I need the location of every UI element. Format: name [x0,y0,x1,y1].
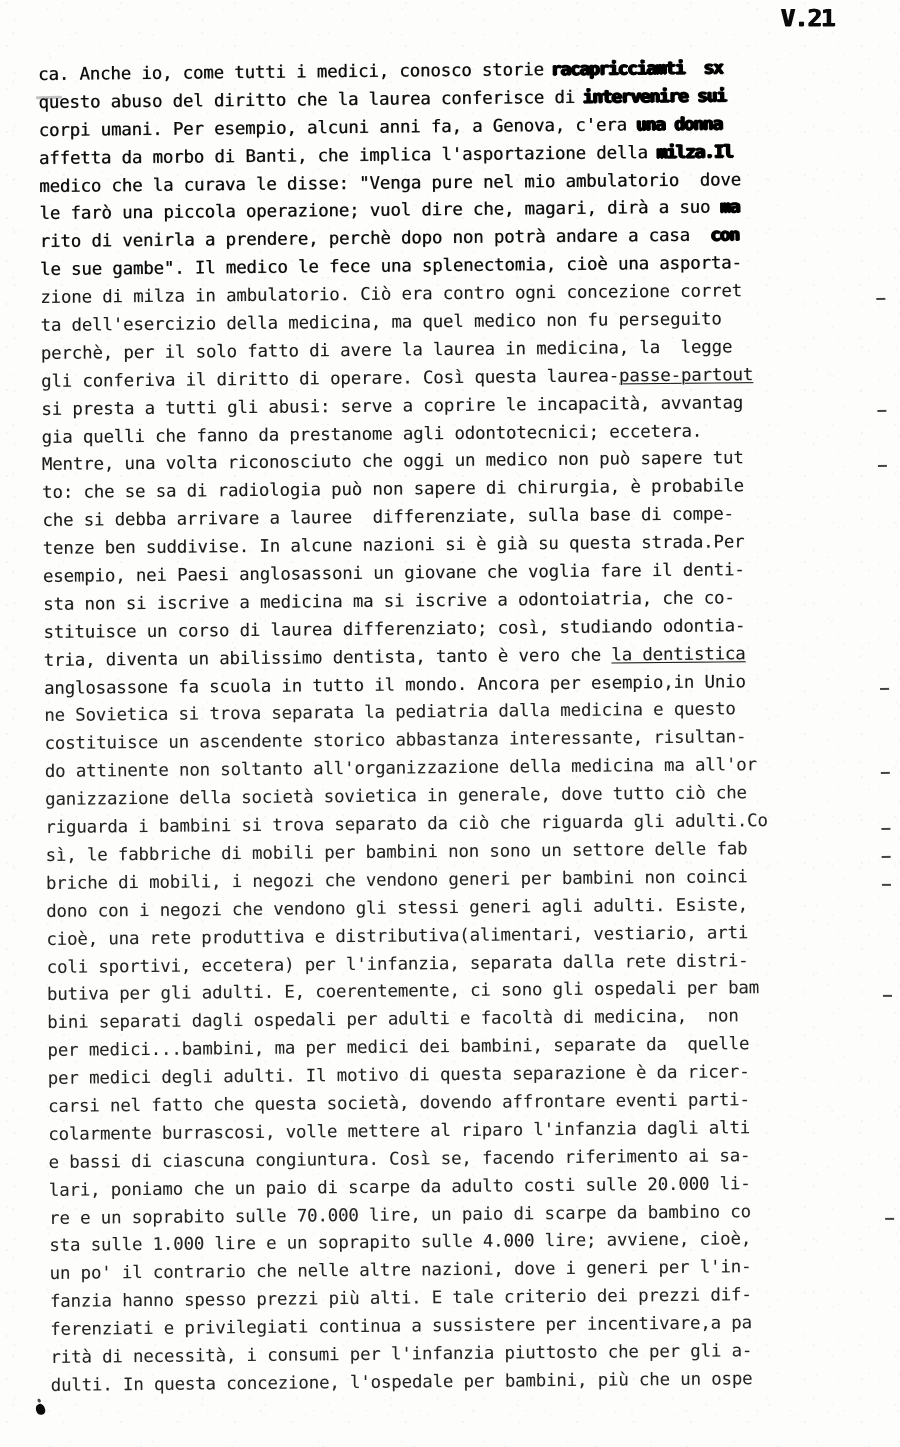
line-text: costituisce un ascendente storico abbastanza interessante, risultan- [44,727,747,755]
over-inked-text: con [709,225,739,246]
over-inked-text: intervenire sui [582,86,726,108]
margin-tick-mark [882,884,891,886]
line-text: le farò una piccola operazione; vuol dire che, magari, dirà a suo [39,197,721,225]
line-text: ne Sovietica si trova separata la pediatria dalla medicina e questo [44,699,736,727]
over-inked-text: una donna [635,114,722,136]
line-text: do attinente non soltanto all'organizzazione della medicina ma all'or [44,755,757,783]
margin-tick-mark [882,856,891,858]
line-text: zione di milza in ambulatorio. Ciò era contro ogni concezione corret [40,281,743,309]
line-text: e bassi di ciascuna congiuntura. Così se, facendo riferimento ai sa- [48,1145,751,1173]
margin-tick-mark [878,465,887,467]
line-text: per medici degli adulti. Il motivo di questa separazione è da ricer- [47,1062,750,1090]
line-text: rito di venirla a prendere, perchè dopo non potrà andare a casa [39,225,711,253]
margin-tick-mark [881,772,890,774]
margin-tick-mark [876,298,885,300]
over-inked-text: racapricciamti sx [550,58,723,81]
line-text: rità di necessità, i consumi per l'infanzia piuttosto che per gli a- [50,1341,753,1368]
line-text: Mentre, una volta riconosciuto che oggi un medico non può sapere tut [41,448,744,476]
line-text: affetta da morbo di Banti, che implica l'asportazione della [38,142,659,169]
line-text: cioè, una rete produttiva e distributiva(alimentari, vestiario, arti [46,922,749,950]
ink-blot [34,1403,47,1417]
margin-tick-mark [880,688,889,690]
over-inked-text: milza.Il [656,142,734,163]
line-text: sì, le fabbriche di mobili per bambini non sono un settore delle fab [45,839,748,866]
line-text: briche di mobili, i negozi che vendono generi per bambini non coinci [45,867,748,894]
line-text: per medici...bambini, ma per medici dei bambini, separate da quelle [47,1034,750,1062]
margin-tick-mark [877,409,886,411]
line-text: riguarda i bambini si trova separato da ciò che riguarda gli adulti.Co [45,811,768,839]
line-text: si presta a tutti gli abusi: serve a coprire le incapacità, avvantag [41,392,744,420]
body-text-block [38,54,889,1401]
margin-tick-mark [885,1218,894,1220]
line-text: gia quelli che fanno da prestanome agli odontotecnici; eccetera. [41,421,703,448]
line-text: carsi nel fatto che questa società, dovendo affrontare eventi parti- [47,1090,750,1117]
line-text: anglosassone fa scuola in tutto il mondo. Ancora per esempio,in Unio [43,671,746,699]
line-text: tria, diventa un abilissimo dentista, tanto è vero che [43,645,612,671]
line-text: to: che se sa di radiologia può non sapere di chirurgia, è probabile [42,476,744,504]
page-number: V.21 [780,6,835,32]
line-text: dono con i negozi che vendono gli stessi generi agli adulti. Esiste, [46,894,748,922]
line-text: colarmente burrascosi, volle mettere al riparo l'infanzia dagli alti [48,1118,751,1145]
line-text: re e un soprabito sulle 70.000 lire, un paio di scarpe da bambino co [49,1201,751,1229]
line-text: sta sulle 1.000 lire e un soprapito sulle 4.000 lire; avviene, cioè, [49,1229,752,1257]
line-text: corpi umani. Per esempio, alcuni anni fa, a Genova, c'era [38,115,638,141]
line-text: tenze ben suddivise. In alcune nazioni si è già su questa strada.Per [42,532,745,560]
line-text: che si debba arrivare a lauree differenziate, sulla base di compe- [42,504,734,532]
underlined-phrase: passe-partout [618,364,754,387]
line-text: le sue gambe". Il medico le fece una splenectomia, cioè una asporta- [39,253,742,281]
margin-tick-mark [883,995,892,997]
margin-tick-mark [881,828,890,830]
line-text: perchè, per il solo fatto di avere la laurea in medicina, la legge [40,337,733,364]
line-text: sta non si iscrive a medicina ma si iscrive a odontoiatria, che co- [43,588,735,615]
line-text: medico che la curava le disse: "Venga pure nel mio ambulatorio dove [39,169,742,197]
line-text: dulti. In questa concezione, l'ospedale per bambini, più che un ospe [50,1369,753,1396]
line-text: ganizzazione della società sovietica in generale, dove tutto ciò che [44,783,747,811]
line-text: butiva per gli adulti. E, coerentemente, ci sono gli ospedali per bam [46,978,760,1006]
line-text: ferenziati e privilegiati continua a sussistere per incentivare,a pa [50,1313,753,1341]
over-inked-text: ma [720,197,740,218]
line-text: questo abuso del diritto che la laurea conferisce di [38,87,586,113]
line-text: coli sportivi, eccetera) per l'infanzia, separata dalla rete distri- [46,950,749,978]
line-text: ta dell'esercizio della medicina, ma quel medico non fu perseguito [40,309,722,337]
line-text: lari, poniamo che un paio di scarpe da adulto costi sulle 20.000 li- [48,1173,751,1201]
underlined-phrase: la dentistica [611,643,746,666]
line-text: esempio, nei Paesi anglosassoni un giovane che voglia fare il denti- [42,560,745,588]
line-text: un po' il contrario che nelle altre nazioni, dove i generi per l'in- [49,1257,752,1285]
line-text: bini separati dagli ospedali per adulti e facoltà di medicina, non [47,1006,739,1034]
line-text: stituisce un corso di laurea differenziato; così, studiando odontia- [43,616,746,643]
line-text: gli conferiva il diritto di operare. Così questa laurea- [40,366,620,392]
line-text: fanzia hanno spesso prezzi più alti. E tale criterio dei prezzi dif- [49,1285,752,1313]
line-text: ca. Anche io, come tutti i medici, conosco storie [38,60,555,85]
